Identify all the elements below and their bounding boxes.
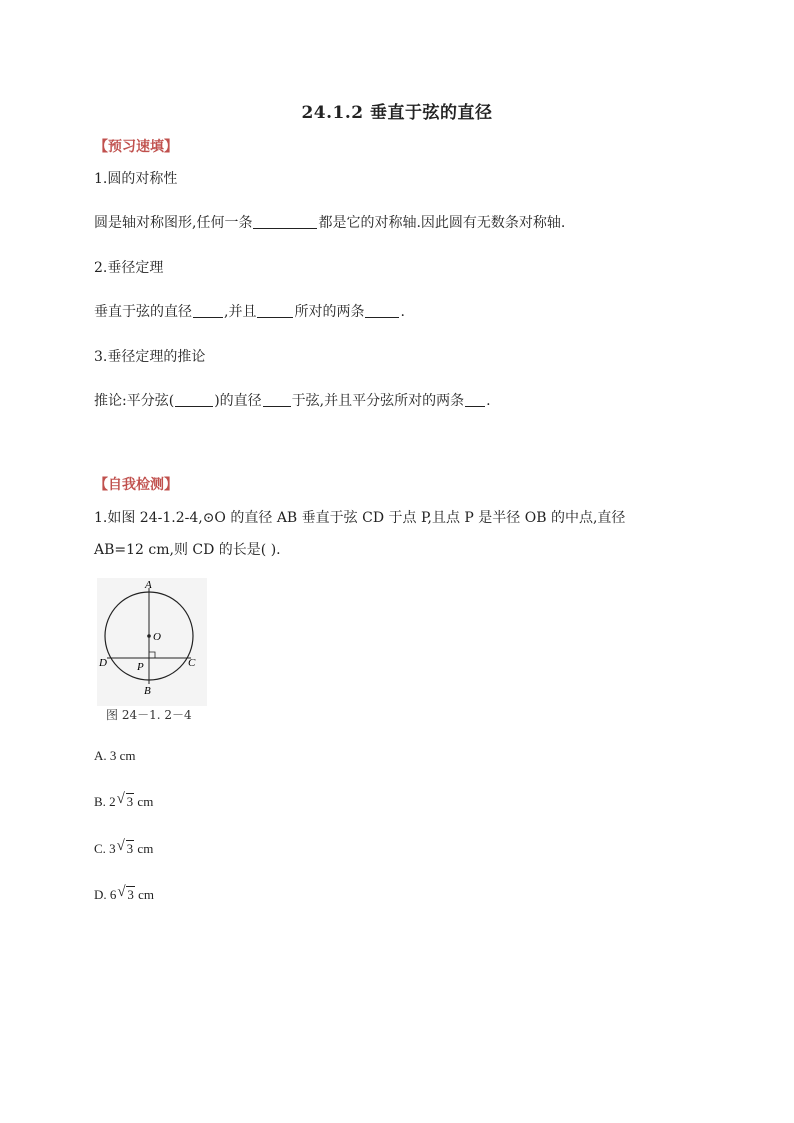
blank-line[interactable] — [465, 392, 485, 407]
page-title: 24.1.2 垂直于弦的直径 — [301, 103, 493, 123]
question1-line1: 1.如图 24-1.2-4,⊙O 的直径 AB 垂直于弦 CD 于点 P,且点 P 是半径 OB 的中点,直径 — [94, 510, 626, 526]
figure-caption: 图 24－1. 2－4 — [106, 708, 192, 722]
label-c: C — [188, 657, 196, 669]
blank-line[interactable] — [253, 214, 317, 229]
radical-sign: √ — [117, 884, 126, 900]
item3-text-b: )的直径 — [214, 393, 262, 409]
item3-title: 3.垂径定理的推论 — [94, 349, 206, 365]
option-unit: cm — [137, 794, 154, 809]
item2-text-a: 垂直于弦的直径 — [94, 304, 192, 320]
item2-text-b: ,并且 — [224, 304, 257, 320]
circle-figure — [97, 578, 207, 720]
option-unit: cm — [138, 887, 155, 902]
option-prefix: C. 3 — [94, 841, 116, 856]
item2-title: 2.垂径定理 — [94, 260, 164, 276]
option-unit: cm — [119, 748, 136, 763]
item3-text-a: 推论:平分弦( — [94, 393, 175, 409]
radical-sign: √ — [116, 791, 125, 807]
option-prefix: B. 2 — [94, 794, 116, 809]
item3-text-d: . — [486, 393, 491, 409]
blank-line[interactable] — [193, 303, 223, 318]
item2-text-d: . — [400, 304, 405, 320]
option-prefix: A. 3 — [94, 748, 117, 763]
center-point — [147, 634, 151, 638]
item1-text — [94, 212, 565, 232]
option-d[interactable] — [94, 884, 155, 903]
option-c[interactable] — [94, 838, 154, 857]
sqrt-symbol — [116, 838, 135, 857]
option-prefix: D. 6 — [94, 887, 117, 902]
blank-line[interactable] — [263, 392, 291, 407]
radicand: 3 — [126, 794, 134, 809]
item2-text — [94, 301, 405, 321]
item3-text — [94, 390, 491, 410]
figure-background — [97, 578, 207, 706]
item2-text-c: 所对的两条 — [294, 304, 365, 320]
preview-heading: 【预习速填】 — [94, 139, 178, 155]
label-d: D — [99, 657, 107, 669]
sqrt-symbol — [116, 791, 135, 810]
item1-text-b: 都是它的对称轴.因此圆有无数条对称轴. — [318, 215, 566, 231]
blank-line[interactable] — [175, 392, 213, 407]
radical-sign: √ — [116, 838, 125, 854]
radicand: 3 — [126, 841, 134, 856]
blank-line[interactable] — [365, 303, 399, 318]
option-b[interactable] — [94, 791, 154, 810]
radicand: 3 — [127, 887, 134, 902]
selfcheck-heading: 【自我检测】 — [94, 477, 178, 493]
item3-text-c: 于弦,并且平分弦所对的两条 — [291, 393, 465, 409]
label-b: B — [144, 685, 151, 697]
question1-line2: AB=12 cm,则 CD 的长是( ). — [94, 542, 281, 558]
label-p: P — [137, 661, 144, 673]
option-a[interactable] — [94, 748, 136, 764]
blank-line[interactable] — [257, 303, 293, 318]
option-unit: cm — [137, 841, 154, 856]
item1-title: 1.圆的对称性 — [94, 171, 178, 187]
label-a: A — [145, 579, 152, 591]
circle-diagram — [97, 578, 207, 706]
sqrt-symbol — [117, 884, 135, 903]
item1-text-a: 圆是轴对称图形,任何一条 — [94, 215, 253, 231]
label-o: O — [153, 631, 161, 643]
